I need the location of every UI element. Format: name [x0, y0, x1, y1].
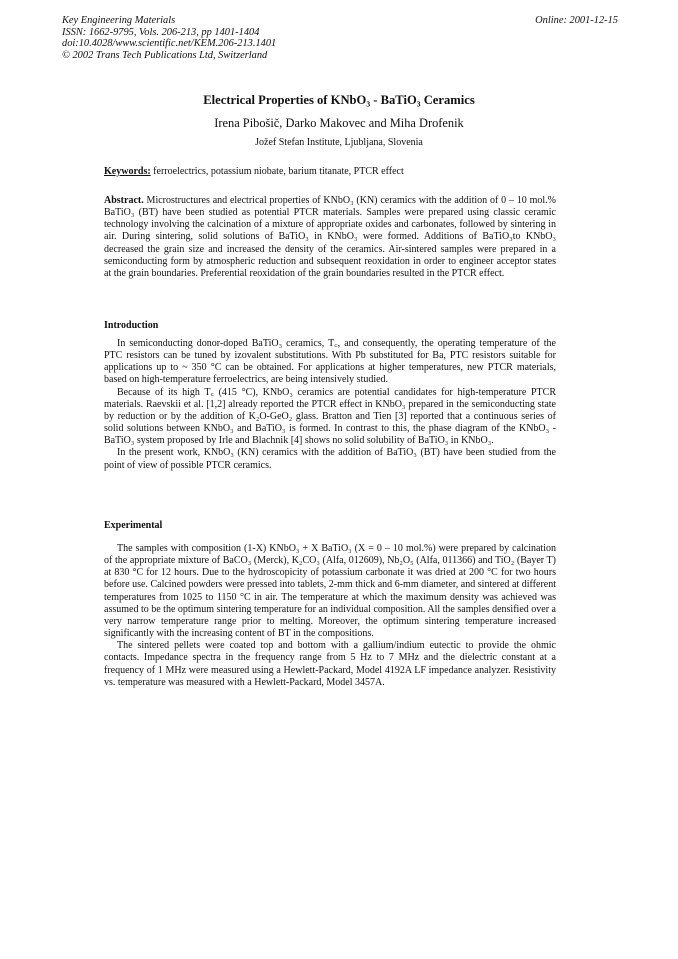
paper-affiliation: Jožef Stefan Institute, Ljubljana, Slovenia: [255, 137, 423, 148]
copyright-line: © 2002 Trans Tech Publications Ltd, Switzerland: [62, 49, 268, 61]
introduction-body: [104, 338, 556, 472]
abstract-text: Microstructures and electrical properties of KNbO₃ (KN) ceramics with the addition of 0 – 10 mol.% BaTiO₃ (BT) have been studied as potential PTCR materials. Samples were prepared using classic ceramic technology involving the calcination of a mixture of appropriate oxides and carbonates, followed by sintering in air. During sintering, solid solutions of BaTiO₃ in KNbO₃ were formed. Additions of BaTiO₃to KNbO₃ decreased the grain size and increased the density of the ceramics. Air-sintered samples were prepared in a semiconducting form by atmospheric reduction and subsequent reoxidation in order to engineer acceptor states at the grain boundaries. Preferential reoxidation of the grain boundaries resulted in the PTCR effect.: [104, 195, 556, 279]
paper-authors: Irena Pibošič, Darko Makovec and Miha Drofenik: [214, 116, 464, 130]
online-date: Online: 2001-12-15: [535, 15, 618, 26]
experimental-body: [104, 543, 556, 689]
keywords-text: ferroelectrics, potassium niobate, barium titanate, PTCR effect: [150, 166, 404, 177]
page-header: [62, 15, 618, 61]
paragraph: The samples with composition (1-X) KNbO₃ + X BaTiO₃ (X = 0 – 10 mol.%) were prepared by calcination of the appropriate mixture of BaCO₃ (Merck), K₂CO₃ (Alfa, 012609), Nb₂O₅ (Alfa, 011366) and TiO₂ (Bayer T) at 830 °C for 12 hours. Due to the hydroscopicity of potassium carbonate it was dried at 200 °C for two hours before use. Calcined powders were pressed into tablets, 2-mm thick and 6-mm diameter, and sintered at different temperatures from 1025 to 1150 °C in air. The temperature at which the maximum density was achieved was assumed to be the optimum sintering temperature for an individual composition. All the samples densified over a very narrow temperature range prior to melting. Moreover, the optimum sintering temperature increased significantly with the increasing content of BT in the compositions.: [104, 543, 556, 640]
abstract-label: Abstract.: [104, 195, 144, 206]
paper-title: Electrical Properties of KNbO₃ - BaTiO₃ Ceramics: [203, 93, 475, 107]
keywords-label: Keywords:: [104, 166, 151, 177]
doi-link[interactable]: doi:10.4028/www.scientific.net/KEM.206-213.1401: [62, 38, 277, 50]
abstract: [104, 195, 556, 280]
issn-line: ISSN: 1662-9795, Vols. 206-213, pp 1401-1404: [62, 26, 260, 38]
paragraph: The sintered pellets were coated top and bottom with a gallium/indium eutectic to provide the ohmic contacts. Impedance spectra in the frequency range from 5 Hz to 7 MHz and the dielectric constant at a frequency of 1 MHz were measured using a Hewlett-Packard, Model 4192A LF impedance analyzer. Resistivity vs. temperature was measured with a Hewlett-Packard, Model 3457A.: [104, 640, 556, 688]
introduction-heading: Introduction: [104, 320, 159, 331]
paragraph: In semiconducting donor-doped BaTiO₃ ceramics, T꜀, and consequently, the operating temperature of the PTC resistors can be tuned by izovalent substitutions. With Pb substituted for Ba, PTC resistors suitable for applications up to ~ 350 °C can be obtained. For applications at higher temperatures, new PTCR materials, based on high-temperature ferroelectrics, are being intensively studied.: [104, 338, 556, 386]
experimental-heading: Experimental: [104, 520, 163, 531]
keywords-line: [104, 166, 556, 177]
paragraph: Because of its high T꜀ (415 °C), KNbO₃ ceramics are potential candidates for high-temperature PTCR materials. Raevskii et al. [1,2] already reported the PTCR effect in KNbO₃ prepared in the semiconducting state by reduction or by the addition of K₂O-GeO₂ glass. Bratton and Tien [3] reported that a continuous series of solid solutions between KNbO₃ and BaTiO₃ is formed. In contrast to this, the phase diagram of the KNbO₃ - BaTiO₃ system proposed by Irle and Blachnik [4] shows no solid solubility of BaTiO₃ in KNbO₃.: [104, 386, 556, 447]
journal-name: Key Engineering Materials: [62, 15, 176, 26]
paragraph: In the present work, KNbO₃ (KN) ceramics with the addition of BaTiO₃ (BT) have been studied from the point of view of possible PTCR ceramics.: [104, 447, 556, 471]
